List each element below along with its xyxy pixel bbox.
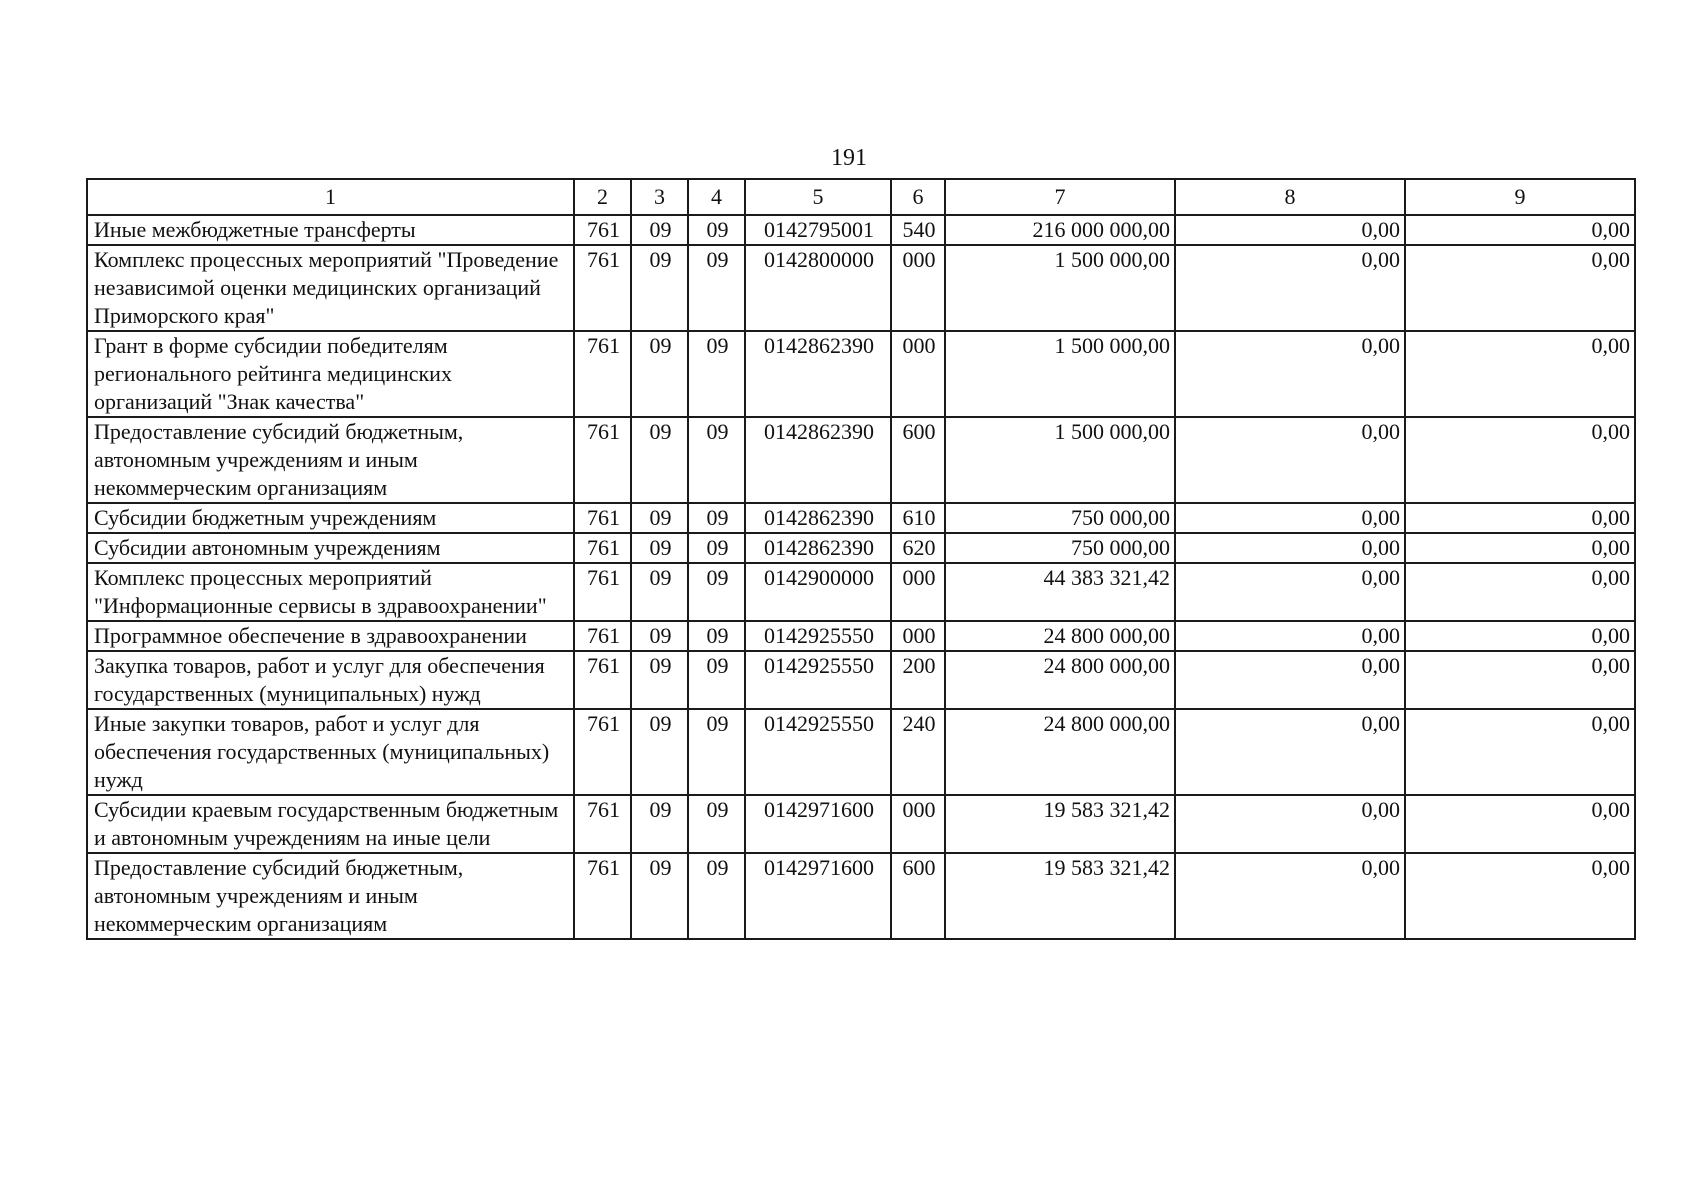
table-row: [87, 563, 1635, 621]
code-cell: 09: [688, 651, 745, 709]
row-name: Программное обеспечение в здравоохранении: [87, 621, 574, 651]
row-name: Комплекс процессных мероприятий "Информационные сервисы в здравоохранении": [87, 563, 574, 621]
code-cell: 761: [574, 709, 631, 795]
table-row: [87, 651, 1635, 709]
amount-cell: 0,00: [1175, 417, 1405, 503]
row-name: Иные межбюджетные трансферты: [87, 215, 574, 245]
code-cell: 761: [574, 853, 631, 939]
code-cell: 0142862390: [745, 503, 891, 533]
amount-cell: 24 800 000,00: [945, 651, 1175, 709]
amount-cell: 0,00: [1405, 215, 1635, 245]
header-row: [87, 179, 1635, 215]
code-cell: 761: [574, 651, 631, 709]
code-cell: 09: [631, 853, 688, 939]
row-name: Иные закупки товаров, работ и услуг для обеспечения государственных (муниципальных) нужд: [87, 709, 574, 795]
code-cell: 540: [891, 215, 945, 245]
code-cell: 761: [574, 245, 631, 331]
amount-cell: 1 500 000,00: [945, 331, 1175, 417]
code-cell: 09: [631, 533, 688, 563]
code-cell: 09: [688, 503, 745, 533]
code-cell: 000: [891, 621, 945, 651]
code-cell: 09: [688, 215, 745, 245]
code-cell: 0142971600: [745, 795, 891, 853]
amount-cell: 0,00: [1175, 709, 1405, 795]
amount-cell: 0,00: [1175, 795, 1405, 853]
amount-cell: 0,00: [1175, 215, 1405, 245]
header-cell: 5: [745, 179, 891, 215]
amount-cell: 0,00: [1405, 533, 1635, 563]
code-cell: 761: [574, 215, 631, 245]
code-cell: 09: [688, 853, 745, 939]
table-row: [87, 245, 1635, 331]
amount-cell: 44 383 321,42: [945, 563, 1175, 621]
code-cell: 09: [688, 245, 745, 331]
code-cell: 761: [574, 563, 631, 621]
header-cell: 6: [891, 179, 945, 215]
amount-cell: 750 000,00: [945, 533, 1175, 563]
table-row: [87, 417, 1635, 503]
amount-cell: 24 800 000,00: [945, 621, 1175, 651]
code-cell: 09: [688, 331, 745, 417]
amount-cell: 0,00: [1175, 563, 1405, 621]
code-cell: 761: [574, 533, 631, 563]
code-cell: 240: [891, 709, 945, 795]
code-cell: 761: [574, 503, 631, 533]
table-row: [87, 503, 1635, 533]
header-cell: 9: [1405, 179, 1635, 215]
code-cell: 0142971600: [745, 853, 891, 939]
table-row: [87, 621, 1635, 651]
code-cell: 0142925550: [745, 651, 891, 709]
code-cell: 09: [631, 709, 688, 795]
amount-cell: 0,00: [1405, 651, 1635, 709]
code-cell: 0142925550: [745, 621, 891, 651]
code-cell: 09: [631, 563, 688, 621]
header-cell: 3: [631, 179, 688, 215]
code-cell: 620: [891, 533, 945, 563]
table-body: [87, 215, 1635, 939]
amount-cell: 0,00: [1405, 245, 1635, 331]
amount-cell: 0,00: [1175, 245, 1405, 331]
code-cell: 0142795001: [745, 215, 891, 245]
code-cell: 09: [631, 417, 688, 503]
code-cell: 0142925550: [745, 709, 891, 795]
amount-cell: 1 500 000,00: [945, 245, 1175, 331]
code-cell: 09: [631, 621, 688, 651]
page-number: 191: [831, 145, 867, 171]
amount-cell: 0,00: [1175, 651, 1405, 709]
code-cell: 000: [891, 245, 945, 331]
code-cell: 09: [688, 533, 745, 563]
code-cell: 09: [688, 709, 745, 795]
amount-cell: 0,00: [1175, 503, 1405, 533]
amount-cell: 0,00: [1175, 533, 1405, 563]
code-cell: 000: [891, 563, 945, 621]
code-cell: 0142862390: [745, 533, 891, 563]
code-cell: 09: [688, 417, 745, 503]
row-name: Субсидии бюджетным учреждениям: [87, 503, 574, 533]
row-name: Грант в форме субсидии победителям регионального рейтинга медицинских организаций "Знак качества": [87, 331, 574, 417]
budget-table: [86, 178, 1636, 940]
code-cell: 0142800000: [745, 245, 891, 331]
amount-cell: 0,00: [1405, 853, 1635, 939]
code-cell: 0142862390: [745, 417, 891, 503]
code-cell: 09: [631, 245, 688, 331]
amount-cell: 19 583 321,42: [945, 853, 1175, 939]
code-cell: 610: [891, 503, 945, 533]
table-row: [87, 533, 1635, 563]
table-row: [87, 709, 1635, 795]
amount-cell: 0,00: [1405, 709, 1635, 795]
header-cell: 2: [574, 179, 631, 215]
amount-cell: 750 000,00: [945, 503, 1175, 533]
code-cell: 761: [574, 331, 631, 417]
code-cell: 000: [891, 795, 945, 853]
code-cell: 200: [891, 651, 945, 709]
code-cell: 09: [688, 563, 745, 621]
code-cell: 0142900000: [745, 563, 891, 621]
code-cell: 600: [891, 417, 945, 503]
header-cell: 7: [945, 179, 1175, 215]
amount-cell: 216 000 000,00: [945, 215, 1175, 245]
row-name: Предоставление субсидий бюджетным, автономным учреждениям и иным некоммерческим организациям: [87, 417, 574, 503]
code-cell: 0142862390: [745, 331, 891, 417]
amount-cell: 0,00: [1175, 331, 1405, 417]
table-row: [87, 215, 1635, 245]
row-name: Субсидии автономным учреждениям: [87, 533, 574, 563]
amount-cell: 0,00: [1405, 621, 1635, 651]
code-cell: 09: [631, 331, 688, 417]
header-cell: 8: [1175, 179, 1405, 215]
code-cell: 09: [688, 621, 745, 651]
code-cell: 09: [631, 651, 688, 709]
amount-cell: 19 583 321,42: [945, 795, 1175, 853]
code-cell: 09: [631, 795, 688, 853]
code-cell: 761: [574, 795, 631, 853]
table-row: [87, 853, 1635, 939]
amount-cell: 0,00: [1405, 331, 1635, 417]
code-cell: 600: [891, 853, 945, 939]
header-cell: 4: [688, 179, 745, 215]
code-cell: 09: [631, 503, 688, 533]
header-cell: 1: [87, 179, 574, 215]
table-row: [87, 795, 1635, 853]
code-cell: 000: [891, 331, 945, 417]
amount-cell: 1 500 000,00: [945, 417, 1175, 503]
row-name: Предоставление субсидий бюджетным, автономным учреждениям и иным некоммерческим организациям: [87, 853, 574, 939]
amount-cell: 0,00: [1405, 503, 1635, 533]
code-cell: 761: [574, 621, 631, 651]
code-cell: 761: [574, 417, 631, 503]
row-name: Комплекс процессных мероприятий "Проведение независимой оценки медицинских организаций Приморского края": [87, 245, 574, 331]
table-row: [87, 331, 1635, 417]
code-cell: 09: [688, 795, 745, 853]
table-header: [87, 179, 1635, 215]
amount-cell: 0,00: [1175, 853, 1405, 939]
row-name: Закупка товаров, работ и услуг для обеспечения государственных (муниципальных) нужд: [87, 651, 574, 709]
amount-cell: 0,00: [1175, 621, 1405, 651]
code-cell: 09: [631, 215, 688, 245]
amount-cell: 0,00: [1405, 417, 1635, 503]
amount-cell: 0,00: [1405, 563, 1635, 621]
row-name: Субсидии краевым государственным бюджетным и автономным учреждениям на иные цели: [87, 795, 574, 853]
amount-cell: 24 800 000,00: [945, 709, 1175, 795]
amount-cell: 0,00: [1405, 795, 1635, 853]
